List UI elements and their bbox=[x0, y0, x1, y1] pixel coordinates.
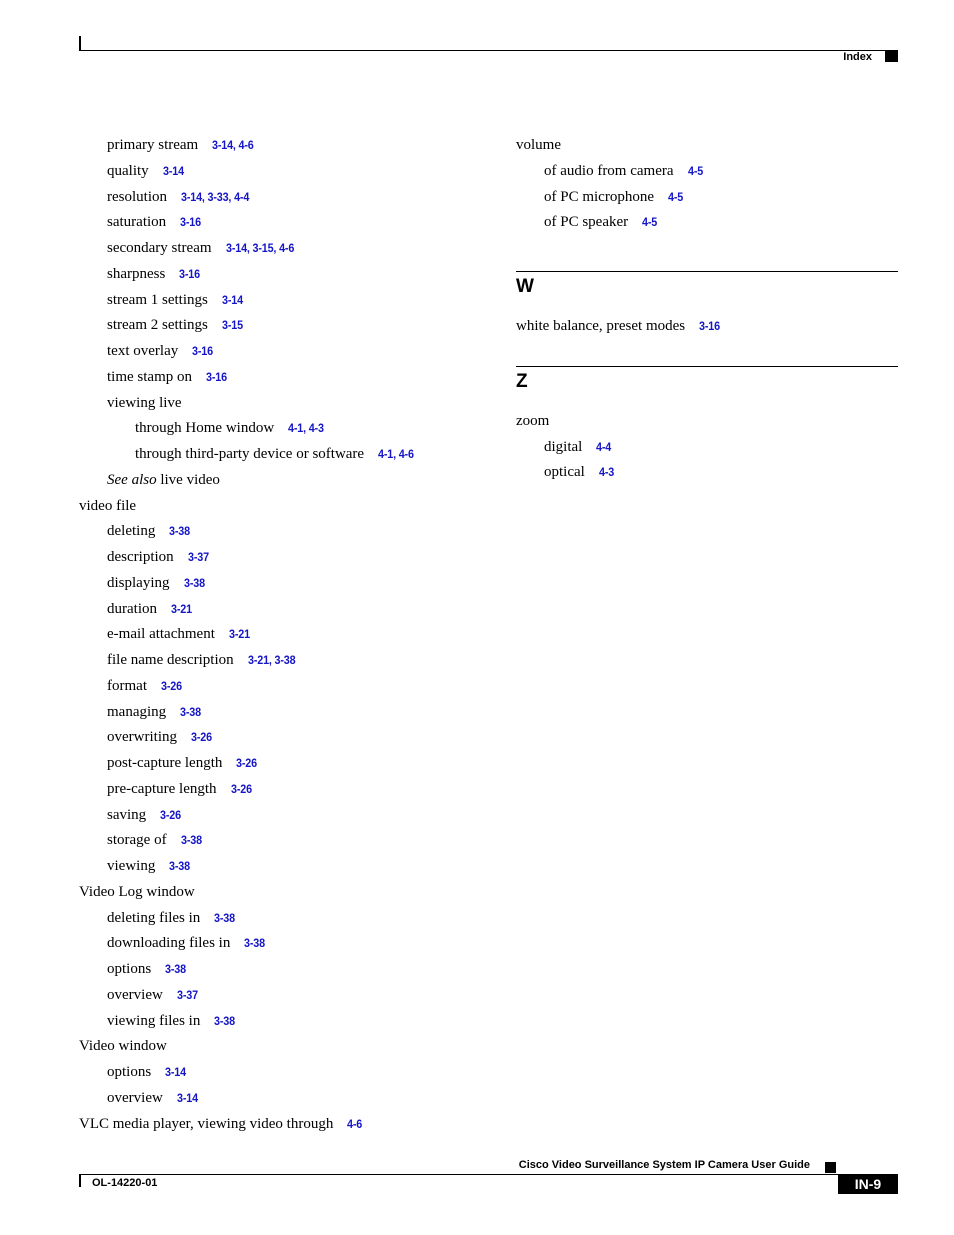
page-reference-link[interactable]: 3-21, 3-38 bbox=[247, 653, 296, 667]
section-z-heading: Z bbox=[516, 370, 528, 392]
index-term: post-capture length bbox=[107, 755, 223, 771]
index-term: e-mail attachment bbox=[107, 626, 215, 643]
index-term: volume bbox=[516, 137, 561, 153]
index-term: viewing files in bbox=[107, 1012, 201, 1029]
index-entry bbox=[79, 598, 479, 624]
crop-mark-top bbox=[79, 36, 81, 51]
section-z-rule bbox=[516, 366, 898, 367]
page-reference-link[interactable]: 3-16 bbox=[699, 319, 721, 333]
header-section-label: Index bbox=[843, 51, 872, 63]
footer-page-number: IN-9 bbox=[838, 1174, 898, 1194]
page-reference-link[interactable]: 4-3 bbox=[598, 465, 614, 480]
page-reference-link[interactable]: 3-26 bbox=[160, 807, 182, 822]
footer-rule bbox=[79, 1174, 838, 1175]
page-reference-link[interactable]: 3-21 bbox=[228, 627, 250, 642]
index-term: displaying bbox=[107, 574, 170, 591]
index-column-left bbox=[79, 134, 479, 1138]
index-entry bbox=[79, 752, 479, 778]
index-term: through Home window bbox=[135, 420, 275, 437]
section-w-heading: W bbox=[516, 276, 534, 297]
page-reference-link[interactable]: 4-6 bbox=[347, 1116, 363, 1131]
index-term: primary stream bbox=[107, 137, 199, 153]
index-term: Video window bbox=[79, 1038, 167, 1055]
page-reference-link[interactable]: 3-38 bbox=[169, 524, 191, 539]
index-term: saturation bbox=[107, 214, 167, 231]
page-reference-link[interactable]: 4-4 bbox=[596, 439, 612, 454]
page-reference-link[interactable]: 3-26 bbox=[190, 730, 212, 745]
index-entry bbox=[516, 436, 898, 462]
index-entry bbox=[79, 263, 479, 289]
index-term: text overlay bbox=[107, 343, 179, 359]
page-reference-link[interactable]: 3-16 bbox=[180, 215, 202, 230]
index-term: downloading files in bbox=[107, 935, 231, 952]
index-term: overview bbox=[107, 1089, 163, 1106]
index-entry bbox=[79, 160, 479, 186]
index-entry bbox=[79, 1061, 479, 1087]
index-term: optical bbox=[544, 464, 585, 481]
index-entry bbox=[79, 417, 479, 443]
index-term: saving bbox=[107, 806, 147, 823]
page-reference-link[interactable]: 3-38 bbox=[180, 833, 202, 848]
index-term: options bbox=[107, 1064, 152, 1080]
index-term: sharpness bbox=[107, 265, 166, 282]
index-entry bbox=[79, 726, 479, 752]
index-entry bbox=[79, 623, 479, 649]
page-reference-link[interactable]: 3-16 bbox=[206, 369, 227, 384]
index-term: options bbox=[107, 961, 152, 977]
index-entry bbox=[79, 881, 479, 907]
index-term: viewing live bbox=[107, 394, 182, 411]
index-entry bbox=[79, 443, 479, 469]
page-reference-link[interactable]: 3-14 bbox=[165, 1065, 187, 1079]
index-entry bbox=[516, 461, 898, 487]
page-reference-link[interactable]: 3-14 bbox=[221, 292, 243, 307]
index-term: of PC speaker bbox=[544, 214, 629, 231]
index-entry bbox=[79, 392, 479, 418]
page-reference-link[interactable]: 3-38 bbox=[169, 859, 191, 873]
index-entry bbox=[79, 572, 479, 598]
page-reference-link[interactable]: 3-38 bbox=[214, 910, 236, 925]
footer-marker-block bbox=[825, 1162, 836, 1173]
index-entry bbox=[516, 160, 898, 186]
index-term: secondary stream bbox=[107, 240, 212, 256]
index-column-right bbox=[516, 134, 898, 487]
index-entry bbox=[79, 134, 479, 160]
index-term: format bbox=[107, 677, 147, 694]
index-term: digital bbox=[544, 438, 583, 455]
index-term: file name description bbox=[107, 652, 234, 668]
crop-mark-bottom bbox=[79, 1174, 81, 1187]
header-marker-block bbox=[885, 51, 898, 62]
index-entry bbox=[79, 186, 479, 212]
index-term: quality bbox=[107, 162, 149, 179]
index-term: through third-party device or software bbox=[135, 446, 365, 462]
page-reference-link[interactable]: 3-21 bbox=[171, 601, 192, 616]
page-reference-link[interactable]: 3-26 bbox=[160, 678, 182, 693]
index-entry bbox=[79, 340, 479, 366]
see-also-label: See also bbox=[107, 471, 157, 488]
footer-guide-title: Cisco Video Surveillance System IP Camera User Guide bbox=[518, 1159, 810, 1171]
volume-group bbox=[516, 134, 898, 237]
page-reference-link[interactable]: 4-5 bbox=[687, 163, 703, 178]
index-entry bbox=[79, 958, 479, 984]
page-reference-link[interactable]: 4-5 bbox=[668, 189, 684, 204]
index-term: description bbox=[107, 549, 174, 565]
page-reference-link[interactable]: 3-16 bbox=[179, 266, 201, 281]
index-entry bbox=[79, 211, 479, 237]
index-entry bbox=[79, 495, 479, 521]
index-entry bbox=[516, 134, 898, 160]
index-term: of PC microphone bbox=[544, 188, 654, 205]
section-w-rule bbox=[516, 271, 898, 272]
page-reference-link[interactable]: 3-14, 3-15, 4-6 bbox=[225, 241, 294, 255]
index-term: Video Log window bbox=[79, 883, 195, 900]
index-entry bbox=[79, 649, 479, 675]
index-term: resolution bbox=[107, 188, 167, 205]
index-term: storage of bbox=[107, 832, 167, 849]
page-reference-link[interactable]: 4-1, 4-3 bbox=[288, 421, 324, 436]
index-term: stream 2 settings bbox=[107, 317, 208, 334]
index-entry bbox=[79, 237, 479, 263]
page-reference-link[interactable]: 3-15 bbox=[221, 318, 243, 333]
page-reference-link[interactable]: 3-38 bbox=[183, 575, 205, 590]
index-entry bbox=[79, 829, 479, 855]
index-term: live video bbox=[160, 471, 220, 488]
index-term: duration bbox=[107, 600, 157, 617]
page-reference-link[interactable]: 4-5 bbox=[642, 215, 658, 230]
index-term: white balance, preset modes bbox=[516, 318, 686, 334]
index-entry bbox=[79, 1035, 479, 1061]
index-entry bbox=[79, 289, 479, 315]
index-entry bbox=[516, 211, 898, 237]
page-reference-link[interactable]: 3-14 bbox=[176, 1090, 198, 1105]
index-entry bbox=[79, 1087, 479, 1113]
page-reference-link[interactable]: 3-14 bbox=[162, 163, 184, 178]
index-entry bbox=[79, 675, 479, 701]
index-term: video file bbox=[79, 497, 137, 514]
page-reference-link[interactable]: 3-38 bbox=[214, 1013, 236, 1028]
index-entry bbox=[79, 984, 479, 1010]
index-entry bbox=[79, 1010, 479, 1036]
index-entry bbox=[79, 314, 479, 340]
index-entry bbox=[79, 546, 479, 572]
page-reference-link[interactable]: 3-16 bbox=[192, 344, 214, 358]
index-term: stream 1 settings bbox=[107, 291, 208, 308]
index-entry bbox=[79, 778, 479, 804]
index-term: VLC media player, viewing video through bbox=[79, 1115, 334, 1132]
index-entry bbox=[79, 701, 479, 727]
index-term: viewing bbox=[107, 858, 156, 874]
index-term: zoom bbox=[516, 412, 550, 429]
section-z-entries bbox=[516, 410, 898, 487]
index-term: overwriting bbox=[107, 729, 177, 746]
index-entry bbox=[79, 520, 479, 546]
section-w-entries bbox=[516, 315, 898, 341]
page-reference-link[interactable]: 3-37 bbox=[187, 550, 209, 564]
page-reference-link[interactable]: 3-38 bbox=[165, 962, 187, 976]
index-entry bbox=[516, 186, 898, 212]
index-term: managing bbox=[107, 703, 167, 720]
index-entry bbox=[516, 410, 898, 436]
index-entry bbox=[79, 469, 479, 495]
page-reference-link[interactable]: 3-26 bbox=[236, 756, 258, 770]
page-reference-link[interactable]: 3-26 bbox=[230, 781, 252, 796]
index-entry bbox=[79, 804, 479, 830]
page-reference-link[interactable]: 3-14, 4-6 bbox=[212, 138, 254, 152]
page-reference-link[interactable]: 3-38 bbox=[180, 704, 202, 719]
page-reference-link[interactable]: 3-14, 3-33, 4-4 bbox=[181, 189, 250, 204]
index-term: overview bbox=[107, 986, 163, 1003]
page-reference-link[interactable]: 3-38 bbox=[244, 936, 266, 951]
index-entry bbox=[516, 315, 898, 341]
page-reference-link[interactable]: 4-1, 4-6 bbox=[378, 447, 414, 461]
index-term: pre-capture length bbox=[107, 780, 217, 797]
index-entry bbox=[79, 855, 479, 881]
index-term: deleting bbox=[107, 523, 156, 540]
index-entry bbox=[79, 1113, 479, 1139]
index-term: deleting files in bbox=[107, 909, 201, 926]
index-term: time stamp on bbox=[107, 368, 192, 385]
page-reference-link[interactable]: 3-37 bbox=[176, 987, 198, 1002]
index-entry bbox=[79, 932, 479, 958]
index-entry bbox=[79, 366, 479, 392]
index-entry bbox=[79, 907, 479, 933]
index-term: of audio from camera bbox=[544, 162, 674, 179]
footer-doc-number: OL-14220-01 bbox=[92, 1177, 158, 1189]
